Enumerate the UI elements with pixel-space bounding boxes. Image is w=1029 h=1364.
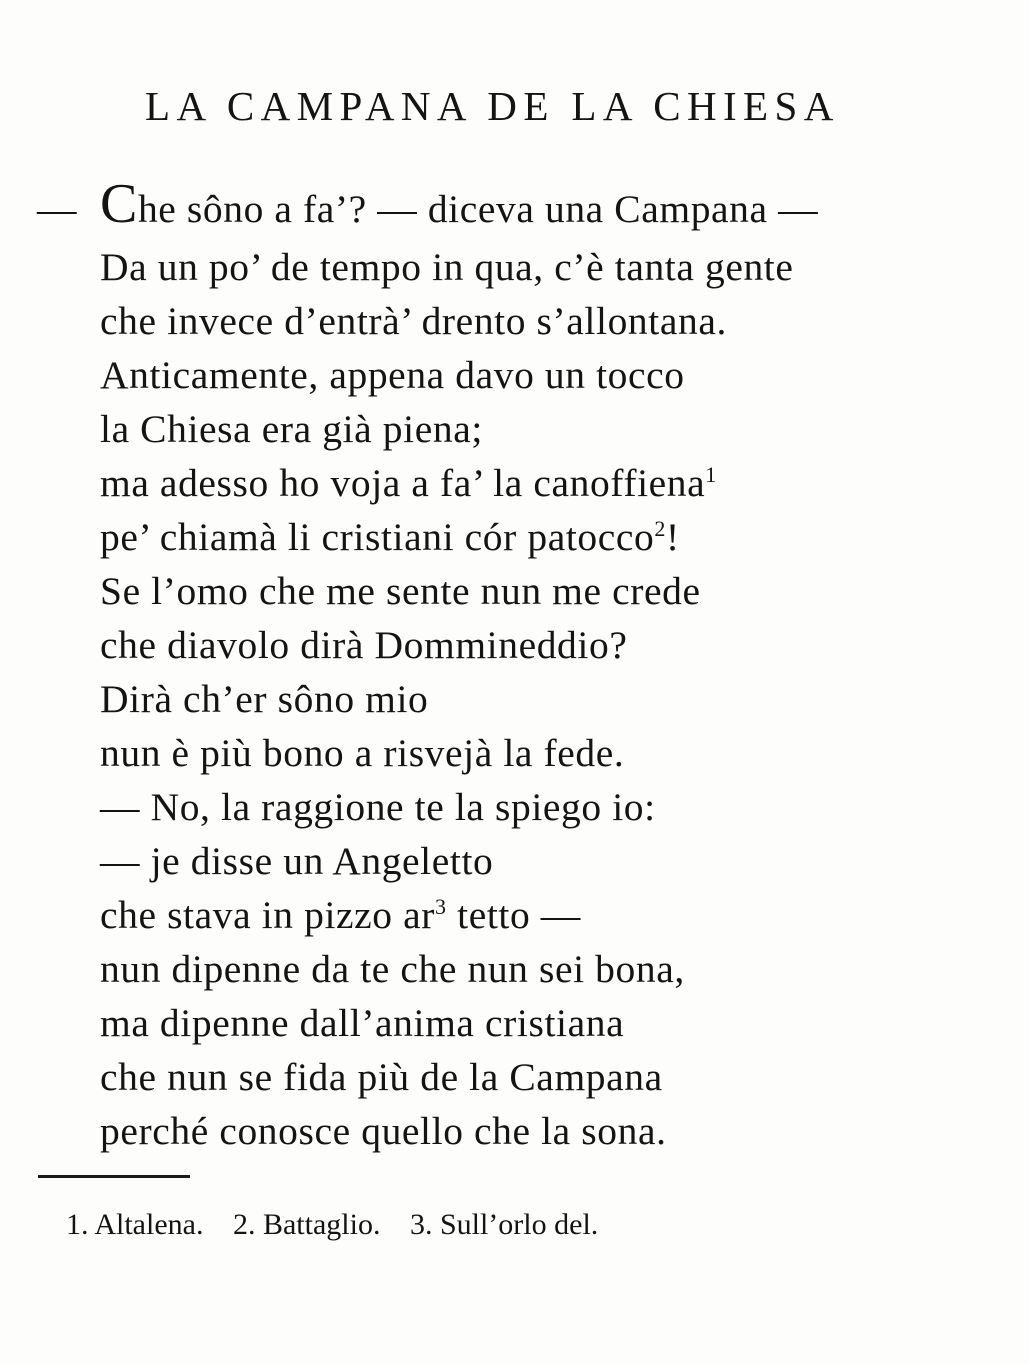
poem-line-14-text: che stava in pizzo ar — [100, 893, 436, 937]
poem-line-8: Se l’omo che me sente nun me crede — [100, 569, 701, 613]
poem-line-7 — [100, 510, 980, 564]
poem-line-5: la Chiesa era già piena; — [100, 407, 483, 451]
poem-line-1-text: he sôno a fa’? — diceva una Campana — — [137, 187, 819, 231]
footnote-ref-3: 3 — [435, 894, 447, 919]
poem-line-14 — [100, 888, 980, 942]
poem-line-14-end: tetto — — [446, 893, 581, 937]
poem-line-17: che nun se fida più de la Campana — [100, 1055, 663, 1099]
poem-line-12: — No, la raggione te la spiego io: — [100, 785, 656, 829]
poem-line-16: ma dipenne dall’anima cristiana — [100, 1001, 625, 1045]
poem-line-2: Da un po’ de tempo in qua, c’è tanta gente — [100, 245, 794, 289]
poem-line-15: nun dipenne da te che nun sei bona, — [100, 947, 685, 991]
footnote-1: 1. Altalena. — [66, 1208, 204, 1241]
poem-body — [37, 173, 980, 1158]
poem-line-10: Dirà ch’er sôno mio — [100, 677, 429, 721]
footnote-2: 2. Battaglio. — [232, 1208, 381, 1241]
poem-line-6-text: ma adesso ho voja a fa’ la canoffiena — [100, 461, 706, 505]
poem-line-9: che diavolo dirà Dommineddio? — [100, 623, 628, 667]
poem-line-7-text: pe’ chiamà li cristiani cór patocco — [100, 515, 655, 559]
poem-line-11: nun è più bono a risvejà la fede. — [100, 731, 625, 775]
footnote-ref-2: 2 — [654, 516, 666, 541]
poem-line-6 — [100, 456, 980, 510]
footnotes — [66, 1208, 620, 1242]
poem-title: LA CAMPANA DE LA CHIESA — [145, 83, 840, 129]
poem-line-13: — je disse un Angeletto — [100, 839, 494, 883]
poem-line-7-end: ! — [665, 515, 680, 559]
poem-line-3: che invece d’entrà’ drento s’allontana. — [100, 299, 727, 343]
footnote-rule — [38, 1175, 190, 1178]
footnote-ref-1: 1 — [705, 462, 717, 487]
poem-line-18: perché conosce quello che la sona. — [100, 1109, 667, 1153]
poem-line-4: Anticamente, appena davo un tocco — [100, 353, 685, 397]
drop-cap: C — [100, 173, 138, 235]
footnote-3: 3. Sull’orlo del. — [409, 1208, 599, 1241]
lead-dash: — — [37, 187, 78, 231]
poem-line-1 — [37, 173, 980, 240]
